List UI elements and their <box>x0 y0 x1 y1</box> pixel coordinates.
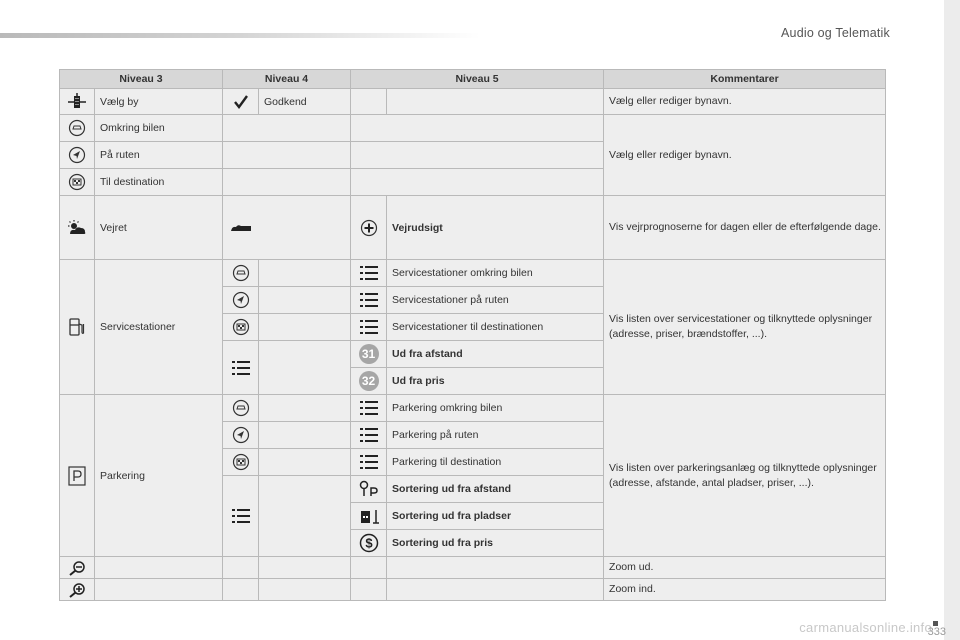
side-strip <box>944 0 960 640</box>
list-icon <box>223 341 259 395</box>
column-header-niveau5: Niveau 5 <box>351 70 604 89</box>
around-car-icon <box>60 115 95 142</box>
group-comment-bynavn: Vælg eller rediger bynavn. <box>604 115 886 196</box>
svg-text:$: $ <box>364 535 373 551</box>
table-row <box>60 115 886 142</box>
vejrudsigt-label: Vejrudsigt <box>387 196 604 260</box>
step-badge-31: 31 <box>351 341 387 368</box>
table-row <box>60 557 886 579</box>
weather-icon <box>60 196 95 260</box>
til-destination-label: Til destination <box>95 169 223 196</box>
page-number: 333 <box>927 626 946 638</box>
table-row <box>60 89 886 115</box>
watermark: carmanualsonline.info <box>799 620 932 635</box>
column-header-kommentarer: Kommentarer <box>604 70 886 89</box>
parking-item-3: Parkering til destination <box>387 449 604 476</box>
service-sort-price: Ud fra pris <box>387 368 604 395</box>
destination-icon <box>60 169 95 196</box>
column-header-niveau3: Niveau 3 <box>60 70 223 89</box>
list-icon <box>351 395 387 422</box>
route-icon <box>60 142 95 169</box>
servicestationer-comment: Vis listen over servicestationer og tilknyttede oplysninger (adresse, priser, brændstoffer, ...). <box>604 260 886 395</box>
price-sort-icon <box>351 530 387 557</box>
zoom-out-icon <box>60 557 95 579</box>
service-sort-distance: Ud fra afstand <box>387 341 604 368</box>
vaelg-by-comment: Vælg eller rediger bynavn. <box>604 89 886 115</box>
parking-sort-price: Sortering ud fra pris <box>387 530 604 557</box>
section-title: Audio og Telematik <box>781 26 890 40</box>
parkering-label: Parkering <box>95 395 223 557</box>
table-row <box>60 579 886 601</box>
vejret-label: Vejret <box>95 196 223 260</box>
parking-item-2: Parkering på ruten <box>387 422 604 449</box>
around-car-icon <box>223 395 259 422</box>
plus-icon <box>351 196 387 260</box>
servicestationer-label: Servicestationer <box>95 260 223 395</box>
list-icon <box>351 260 387 287</box>
column-header-niveau4: Niveau 4 <box>223 70 351 89</box>
destination-icon <box>223 449 259 476</box>
table-row <box>60 196 886 260</box>
list-icon <box>351 422 387 449</box>
service-item-1: Servicestationer omkring bilen <box>387 260 604 287</box>
check-icon <box>223 89 259 115</box>
parking-sort-distance: Sortering ud fra afstand <box>387 476 604 503</box>
godkend-label: Godkend <box>259 89 351 115</box>
parking-sort-spaces: Sortering ud fra pladser <box>387 503 604 530</box>
vejret-comment: Vis vejrprognoserne for dagen eller de efterfølgende dage. <box>604 196 886 260</box>
list-icon <box>351 314 387 341</box>
vaelg-by-label: Vælg by <box>95 89 223 115</box>
list-icon <box>351 449 387 476</box>
zoom-ind-comment: Zoom ind. <box>604 579 886 601</box>
list-icon <box>351 287 387 314</box>
service-item-3: Servicestationer til destinationen <box>387 314 604 341</box>
spaces-sort-icon <box>351 503 387 530</box>
table-header-row <box>60 70 886 89</box>
step-badge-32: 32 <box>351 368 387 395</box>
table-row <box>60 260 886 287</box>
paa-ruten-label: På ruten <box>95 142 223 169</box>
zoom-in-icon <box>60 579 95 601</box>
list-icon <box>223 476 259 557</box>
around-car-icon <box>223 260 259 287</box>
omkring-bilen-label: Omkring bilen <box>95 115 223 142</box>
city-icon <box>60 89 95 115</box>
zoom-ud-comment: Zoom ud. <box>604 557 886 579</box>
parkering-comment: Vis listen over parkeringsanlæg og tilknyttede oplysninger (adresse, afstande, antal pladser, priser, ...). <box>604 395 886 557</box>
parking-item-1: Parkering omkring bilen <box>387 395 604 422</box>
table-row <box>60 395 886 422</box>
fuel-icon <box>60 260 95 395</box>
distance-sort-icon <box>351 476 387 503</box>
route-icon <box>223 422 259 449</box>
header-bar <box>0 33 480 38</box>
weather-bar-icon <box>223 196 351 260</box>
parking-icon <box>60 395 95 557</box>
route-icon <box>223 287 259 314</box>
service-item-2: Servicestationer på ruten <box>387 287 604 314</box>
destination-icon <box>223 314 259 341</box>
menu-table <box>59 69 886 601</box>
